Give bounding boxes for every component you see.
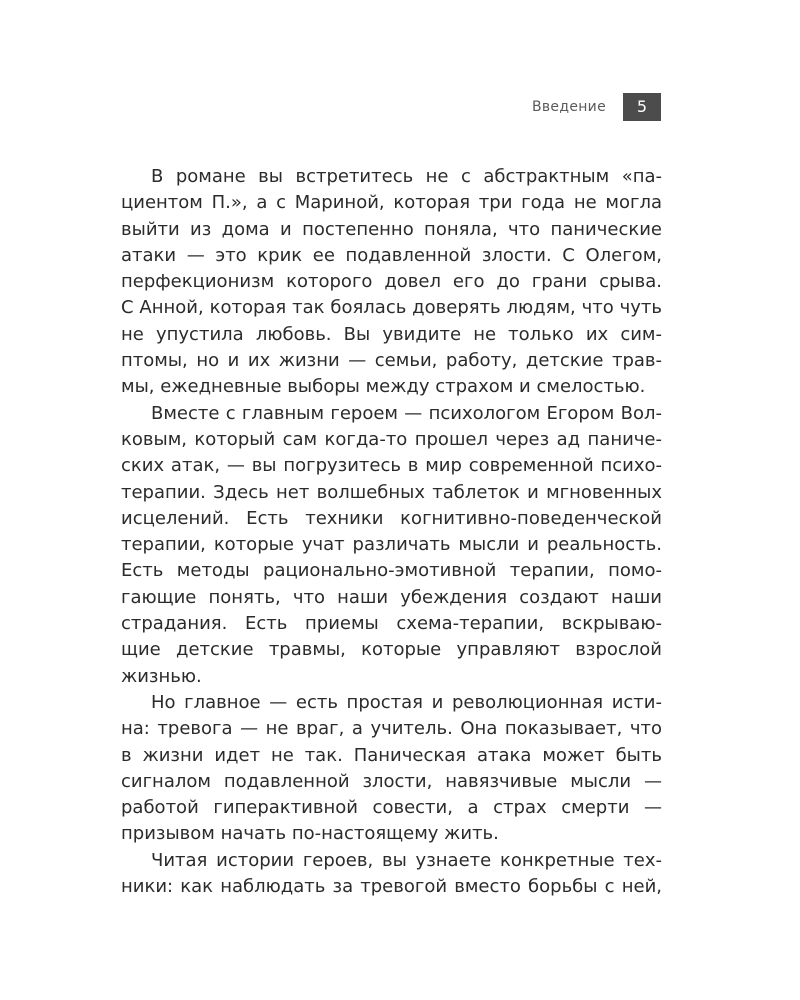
text-line: циентом П.», а с Мариной, которая три года не могла	[121, 192, 662, 214]
text-line: щие детские травмы, которые управляют взрослой	[121, 639, 662, 661]
text-line: выйти из дома и постепенно поняла, что панические	[121, 218, 662, 240]
text-line: сигналом подавленной злости, навязчивые мысли —	[121, 770, 662, 792]
text-line: С Анной, которая так боялась доверять людям, что чуть	[121, 297, 662, 319]
text-line: не упустила любовь. Вы увидите не только их сим-	[121, 323, 662, 345]
text-line: призывом начать по-настоящему жить.	[121, 823, 499, 845]
text-line: Есть методы рационально-эмотивной терапии, помо-	[121, 560, 662, 582]
text-line: исцелений. Есть техники когнитивно-поведенческой	[121, 507, 662, 529]
text-line: птомы, но и их жизни — семьи, работу, детские трав-	[121, 350, 662, 372]
text-line: терапии, которые учат различать мысли и реальность.	[121, 534, 662, 556]
text-line: жизнью.	[121, 665, 202, 687]
text-line: на: тревога — не враг, а учитель. Она показывает, что	[121, 718, 662, 740]
text-line: перфекционизм которого довел его до грани срыва.	[121, 271, 662, 293]
running-head	[500, 93, 661, 121]
text-line: ковым, который сам когда-то прошел через ад паниче-	[121, 428, 662, 450]
text-line: работой гиперактивной совести, а страх смерти —	[121, 797, 662, 819]
text-line: Но главное — есть простая и революционная исти-	[151, 691, 662, 713]
section-title: Введение	[531, 99, 606, 115]
text-line: мы, ежедневные выборы между страхом и смелостью.	[121, 376, 646, 398]
text-line: ских атак, — вы погрузитесь в мир современной психо-	[121, 455, 662, 477]
text-line: страдания. Есть приемы схема-терапии, вскрываю-	[121, 613, 662, 635]
text-line: ники: как наблюдать за тревогой вместо борьбы с ней,	[121, 876, 662, 898]
text-line: Вместе с главным героем — психологом Егором Вол-	[151, 402, 662, 424]
text-line: В романе вы встретитесь не с абстрактным «па-	[151, 166, 662, 187]
page-number: 5	[623, 93, 661, 121]
text-line: Читая истории героев, вы узнаете конкретные тех-	[151, 849, 662, 871]
text-line: атаки — это крик ее подавленной злости. С Олегом,	[121, 244, 662, 266]
text-line: в жизни идет не так. Паническая атака может быть	[121, 744, 662, 766]
body-text	[121, 164, 662, 900]
text-line: гающие понять, что наши убеждения создают наши	[121, 586, 662, 608]
text-line: терапии. Здесь нет волшебных таблеток и мгновенных	[121, 481, 662, 503]
